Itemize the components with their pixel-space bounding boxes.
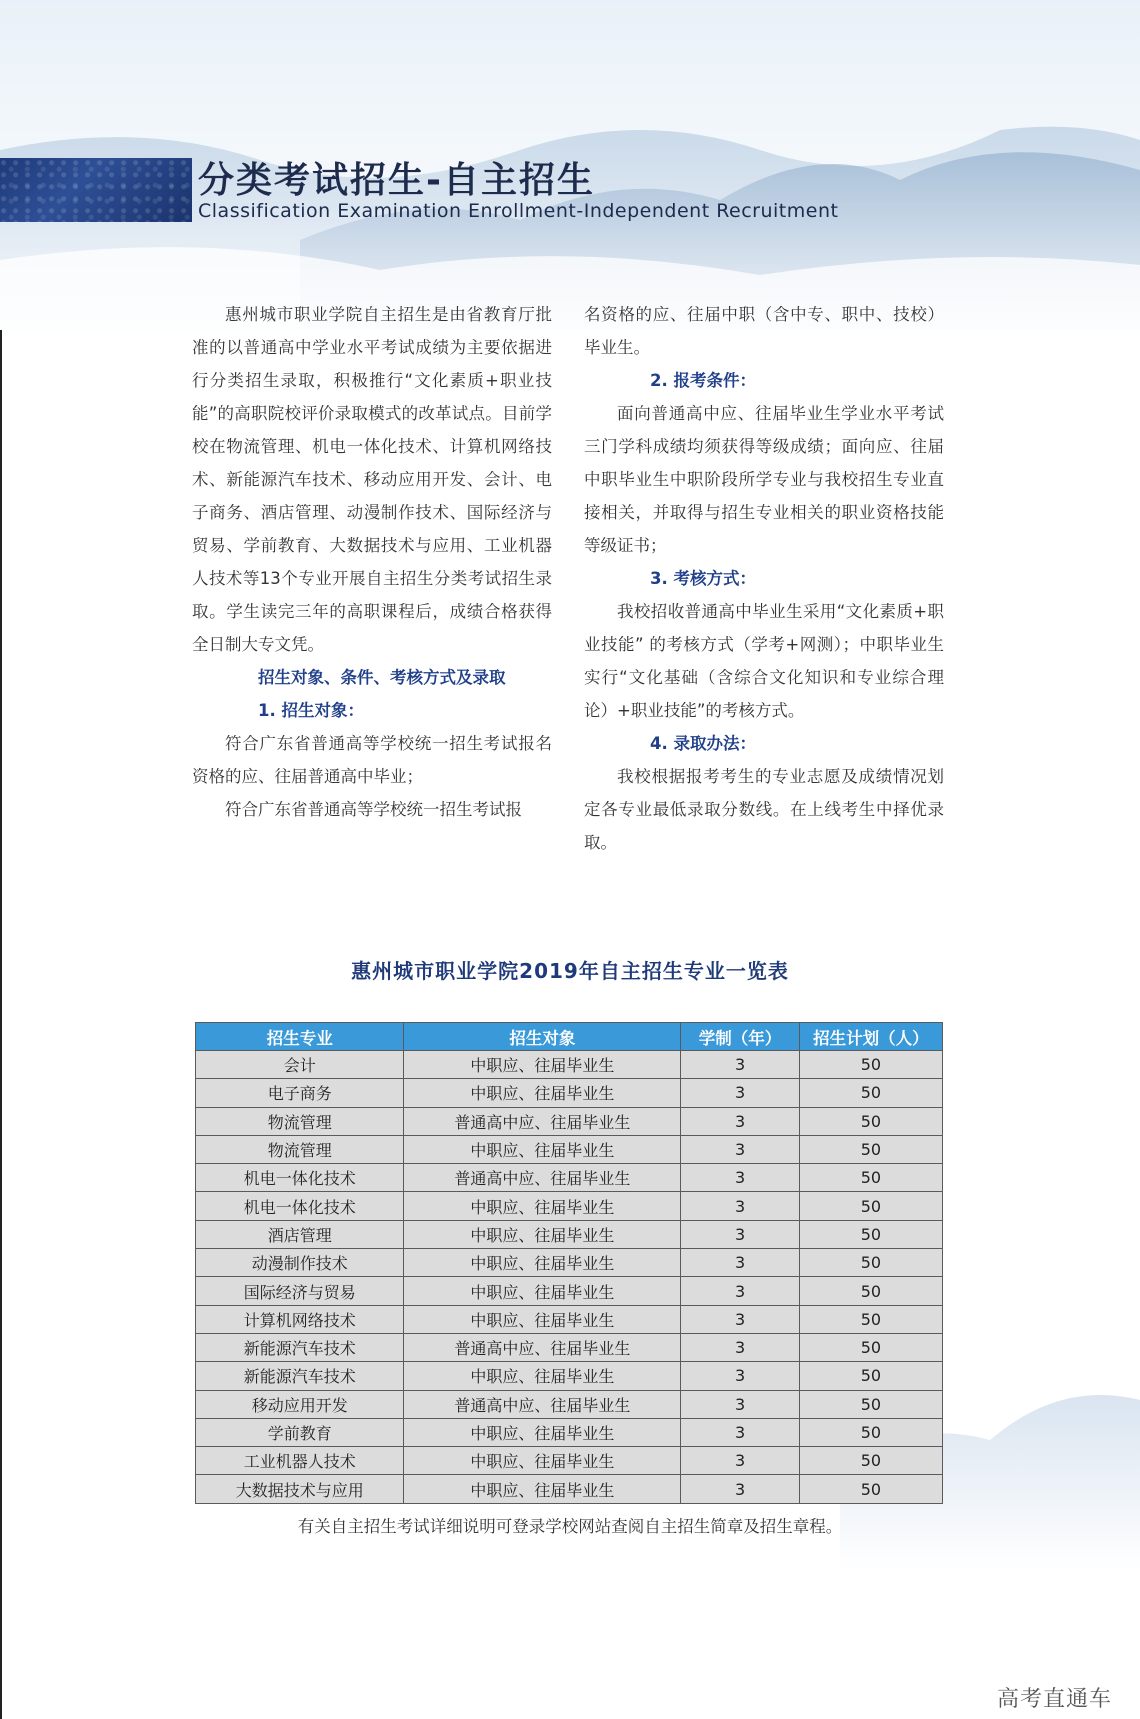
cell-target: 普通高中应、往届毕业生 <box>404 1390 681 1418</box>
cell-duration: 3 <box>681 1333 799 1361</box>
table-title: 惠州城市职业学院2019年自主招生专业一览表 <box>351 959 789 983</box>
cell-target: 中职应、往届毕业生 <box>404 1051 681 1079</box>
cell-major: 新能源汽车技术 <box>196 1362 404 1390</box>
cell-major: 电子商务 <box>196 1079 404 1107</box>
table-row <box>196 1333 943 1361</box>
table-row <box>196 1362 943 1390</box>
cell-duration: 3 <box>681 1418 799 1446</box>
cell-quota: 50 <box>799 1107 942 1135</box>
watermark: 高考直通车 <box>996 1687 1112 1712</box>
header-major: 招生专业 <box>196 1023 404 1051</box>
header-duration: 学制（年） <box>681 1023 799 1051</box>
cell-quota: 50 <box>799 1475 942 1503</box>
cell-duration: 3 <box>681 1051 799 1079</box>
cell-major: 会计 <box>196 1051 404 1079</box>
item3-paragraph: 我校招收普通高中毕业生采用“文化素质+职业技能” 的考核方式（学考+网测）；中职毕业生实行“文化基础（含综合文化知识和专业综合理论）+职业技能”的考核方式。 <box>584 602 944 720</box>
cell-major: 机电一体化技术 <box>196 1164 404 1192</box>
table-row <box>196 1418 943 1446</box>
table-row <box>196 1079 943 1107</box>
cell-duration: 3 <box>681 1192 799 1220</box>
cell-target: 中职应、往届毕业生 <box>404 1418 681 1446</box>
cell-major: 大数据技术与应用 <box>196 1475 404 1503</box>
table-row <box>196 1135 943 1163</box>
cell-duration: 3 <box>681 1107 799 1135</box>
cell-quota: 50 <box>799 1447 942 1475</box>
header-target: 招生对象 <box>404 1023 681 1051</box>
cell-quota: 50 <box>799 1333 942 1361</box>
table-header-row <box>196 1023 943 1051</box>
table-row <box>196 1249 943 1277</box>
header-quota: 招生计划（人） <box>799 1023 942 1051</box>
cell-quota: 50 <box>799 1305 942 1333</box>
cell-major: 新能源汽车技术 <box>196 1333 404 1361</box>
cell-target: 中职应、往届毕业生 <box>404 1305 681 1333</box>
cell-duration: 3 <box>681 1305 799 1333</box>
cell-target: 中职应、往届毕业生 <box>404 1192 681 1220</box>
cell-target: 普通高中应、往届毕业生 <box>404 1107 681 1135</box>
cell-quota: 50 <box>799 1418 942 1446</box>
left-text-column <box>192 298 552 826</box>
cell-major: 机电一体化技术 <box>196 1192 404 1220</box>
majors-table <box>195 1022 943 1504</box>
cell-quota: 50 <box>799 1249 942 1277</box>
table-footnote: 有关自主招生考试详细说明可登录学校网站查阅自主招生简章及招生章程。 <box>297 1517 843 1536</box>
cell-quota: 50 <box>799 1277 942 1305</box>
item4-heading: 4. 录取办法： <box>650 734 756 753</box>
item1-paragraph-1: 符合广东省普通高等学校统一招生考试报名资格的应、往届普通高中毕业； <box>192 734 552 786</box>
right-text-column <box>584 298 944 859</box>
table-row <box>196 1305 943 1333</box>
cell-target: 普通高中应、往届毕业生 <box>404 1333 681 1361</box>
table-row <box>196 1475 943 1503</box>
cell-target: 中职应、往届毕业生 <box>404 1362 681 1390</box>
table-body <box>196 1051 943 1504</box>
cell-target: 中职应、往届毕业生 <box>404 1447 681 1475</box>
cell-target: 中职应、往届毕业生 <box>404 1135 681 1163</box>
item4-paragraph: 我校根据报考考生的专业志愿及成绩情况划定各专业最低录取分数线。在上线考生中择优录取。 <box>584 767 944 852</box>
cell-quota: 50 <box>799 1164 942 1192</box>
cell-duration: 3 <box>681 1447 799 1475</box>
intro-paragraph: 惠州城市职业学院自主招生是由省教育厅批准的以普通高中学业水平考试成绩为主要依据进行分类招生录取，积极推行“文化素质+职业技能”的高职院校评价录取模式的改革试点。目前学校在物流管理、机电一体化技术、计算机网络技术、新能源汽车技术、移动应用开发、会计、电子商务、酒店管理、动漫制作技术、国际经济与贸易、学前教育、大数据技术与应用、工业机器人技术等13个专业开展自主招生分类考试招生录取。学生读完三年的高职课程后，成绩合格获得全日制大专文凭。 <box>192 305 552 654</box>
table-row <box>196 1220 943 1248</box>
section-heading: 招生对象、条件、考核方式及录取 <box>258 668 506 687</box>
cell-major: 学前教育 <box>196 1418 404 1446</box>
item1-paragraph-2-part2: 名资格的应、往届中职（含中专、职中、技校）毕业生。 <box>584 305 944 357</box>
cell-duration: 3 <box>681 1390 799 1418</box>
cell-major: 计算机网络技术 <box>196 1305 404 1333</box>
item3-heading: 3. 考核方式： <box>650 569 756 588</box>
cell-quota: 50 <box>799 1051 942 1079</box>
table-row <box>196 1192 943 1220</box>
cell-major: 物流管理 <box>196 1135 404 1163</box>
cell-major: 酒店管理 <box>196 1220 404 1248</box>
cell-major: 工业机器人技术 <box>196 1447 404 1475</box>
cell-duration: 3 <box>681 1220 799 1248</box>
title-band <box>0 158 192 222</box>
cell-major: 国际经济与贸易 <box>196 1277 404 1305</box>
cell-quota: 50 <box>799 1135 942 1163</box>
table-row <box>196 1107 943 1135</box>
table-row <box>196 1447 943 1475</box>
table-row <box>196 1164 943 1192</box>
table-row <box>196 1277 943 1305</box>
cell-quota: 50 <box>799 1079 942 1107</box>
cell-major: 移动应用开发 <box>196 1390 404 1418</box>
cell-duration: 3 <box>681 1079 799 1107</box>
cell-quota: 50 <box>799 1192 942 1220</box>
cell-major: 动漫制作技术 <box>196 1249 404 1277</box>
cell-target: 中职应、往届毕业生 <box>404 1249 681 1277</box>
item1-heading: 1. 招生对象： <box>258 701 364 720</box>
cell-duration: 3 <box>681 1164 799 1192</box>
table-row <box>196 1390 943 1418</box>
cell-major: 物流管理 <box>196 1107 404 1135</box>
cell-target: 普通高中应、往届毕业生 <box>404 1164 681 1192</box>
cell-target: 中职应、往届毕业生 <box>404 1475 681 1503</box>
cell-quota: 50 <box>799 1362 942 1390</box>
cell-duration: 3 <box>681 1135 799 1163</box>
table-row <box>196 1051 943 1079</box>
cell-duration: 3 <box>681 1362 799 1390</box>
page-title: 分类考试招生-自主招生 <box>198 160 595 201</box>
page-subtitle-english: Classification Examination Enrollment-Independent Recruitment <box>198 200 839 222</box>
cell-target: 中职应、往届毕业生 <box>404 1220 681 1248</box>
cell-target: 中职应、往届毕业生 <box>404 1079 681 1107</box>
item1-paragraph-2-part1: 符合广东省普通高等学校统一招生考试报 <box>225 800 522 819</box>
item2-paragraph: 面向普通高中应、往届毕业生学业水平考试三门学科成绩均须获得等级成绩；面向应、往届中职毕业生中职阶段所学专业与我校招生专业直接相关，并取得与招生专业相关的职业资格技能等级证书； <box>584 404 944 555</box>
cell-duration: 3 <box>681 1277 799 1305</box>
cell-duration: 3 <box>681 1249 799 1277</box>
cell-quota: 50 <box>799 1390 942 1418</box>
cell-duration: 3 <box>681 1475 799 1503</box>
cell-target: 中职应、往届毕业生 <box>404 1277 681 1305</box>
item2-heading: 2. 报考条件： <box>650 371 756 390</box>
cell-quota: 50 <box>799 1220 942 1248</box>
